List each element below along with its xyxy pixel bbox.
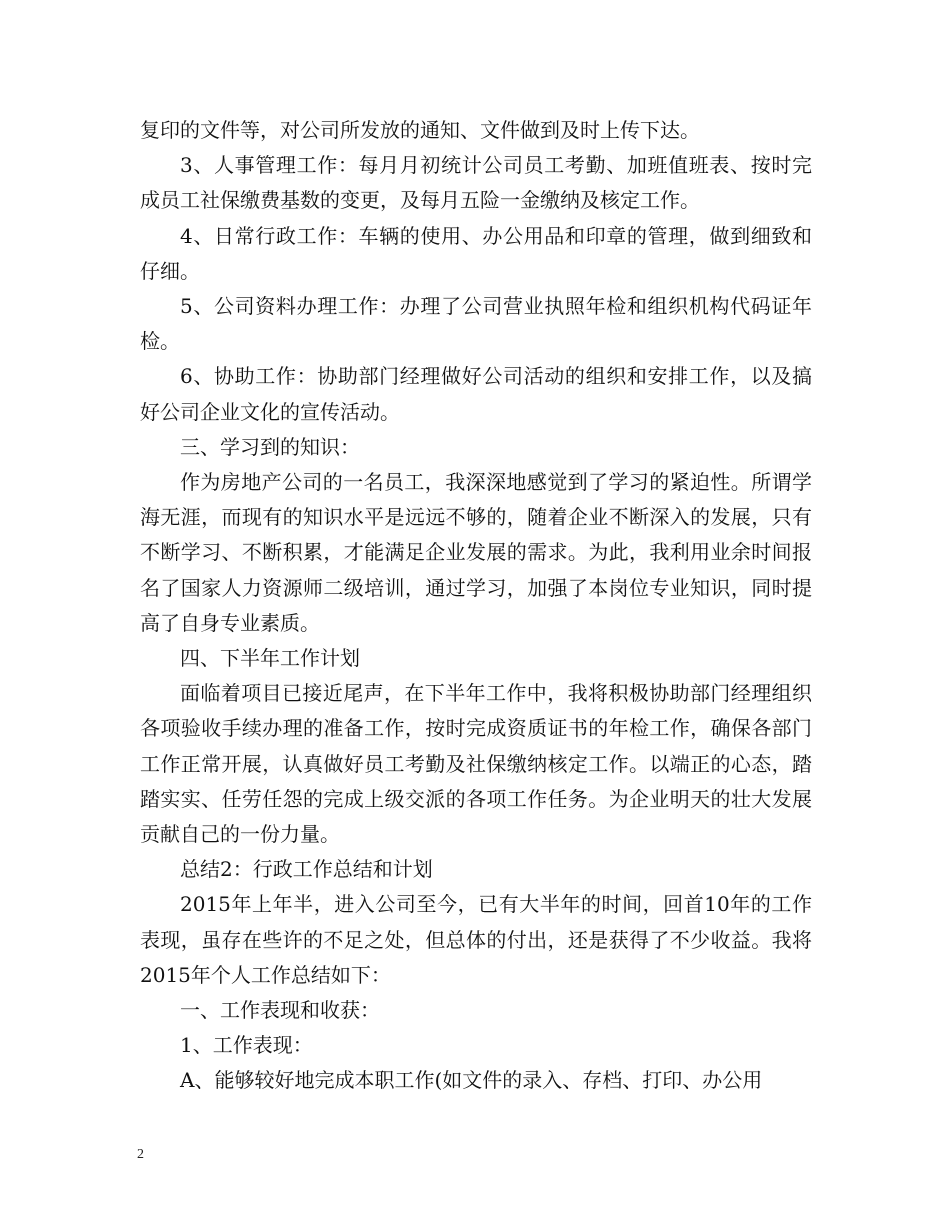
document-body	[140, 113, 812, 1099]
section-heading: 三、学习到的知识：	[180, 434, 360, 459]
paragraph: 复印的文件等，对公司所发放的通知、文件做到及时上传下达。	[140, 118, 700, 142]
page-number: 2	[137, 1147, 144, 1162]
paragraph: 4、日常行政工作：车辆的使用、办公用品和印章的管理，做到细致和仔细。	[140, 223, 812, 283]
paragraph: 面临着项目已接近尾声，在下半年工作中，我将积极协助部门经理组织各项验收手续办理的准备工作，按时完成资质证书的年检工作，确保各部门工作正常开展，认真做好员工考勤及社保缴纳核定工作。以端正的心态，踏踏实实、任劳任怨的完成上级交派的各项工作任务。为企业明天的壮大发展贡献自己的一份力量。	[140, 681, 812, 847]
paragraph: 3、人事管理工作：每月月初统计公司员工考勤、加班值班表、按时完成员工社保缴费基数的变更，及每月五险一金缴纳及核定工作。	[140, 153, 812, 213]
section-heading: 一、工作表现和收获：	[180, 998, 380, 1023]
paragraph: 5、公司资料办理工作：办理了公司营业执照年检和组织机构代码证年检。	[140, 294, 812, 354]
paragraph: A、能够较好地完成本职工作(如文件的录入、存档、打印、办公用	[180, 1068, 763, 1093]
paragraph: 6、协助工作：协助部门经理做好公司活动的组织和安排工作，以及搞好公司企业文化的宣传活动。	[140, 364, 812, 424]
section-heading: 四、下半年工作计划	[180, 646, 360, 671]
paragraph: 2015年上年半，进入公司至今，已有大半年的时间，回首10年的工作表现，虽存在些许的不足之处，但总体的付出，还是获得了不少收益。我将2015年个人工作总结如下：	[140, 892, 812, 987]
paragraph: 作为房地产公司的一名员工，我深深地感觉到了学习的紧迫性。所谓学海无涯，而现有的知识水平是远远不够的，随着企业不断深入的发展，只有不断学习、不断积累，才能满足企业发展的需求。为此，我利用业余时间报名了国家人力资源师二级培训，通过学习，加强了本岗位专业知识，同时提高了自身专业素质。	[140, 470, 812, 635]
section-heading: 总结2：行政工作总结和计划	[180, 857, 433, 882]
section-heading: 1、工作表现：	[180, 1033, 313, 1058]
